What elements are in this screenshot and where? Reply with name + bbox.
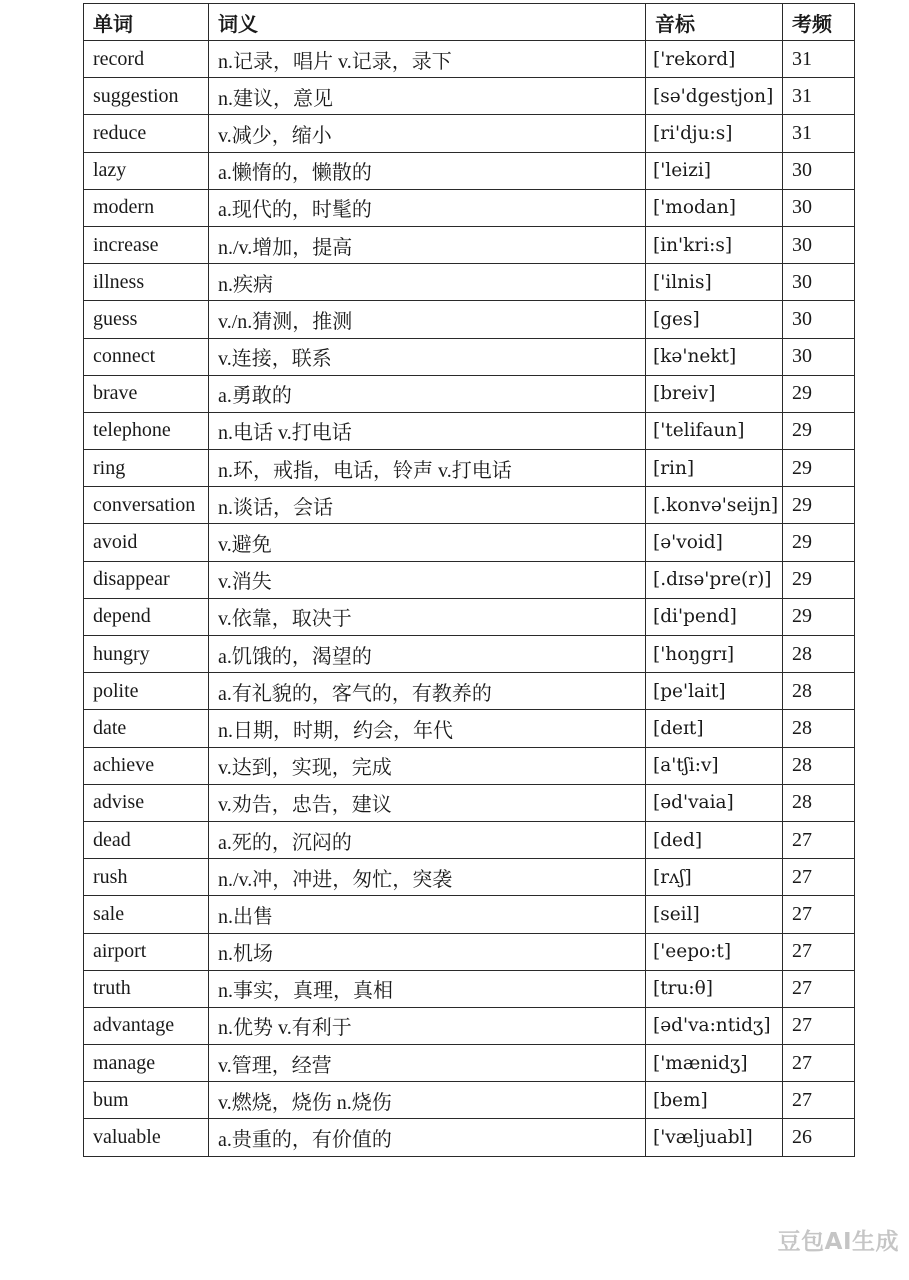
frequency-cell: 30: [783, 338, 855, 375]
meaning-cell: a.勇敢的: [209, 375, 646, 412]
table-row: [84, 896, 855, 933]
table-row: [84, 1007, 855, 1044]
word-cell: polite: [84, 673, 209, 710]
table-row: [84, 115, 855, 152]
table-row: [84, 598, 855, 635]
phonetic-cell: ['mænidʒ]: [646, 1045, 783, 1082]
frequency-cell: 27: [783, 933, 855, 970]
frequency-cell: 30: [783, 189, 855, 226]
phonetic-cell: [seil]: [646, 896, 783, 933]
phonetic-cell: [kə'nekt]: [646, 338, 783, 375]
table-row: [84, 1082, 855, 1119]
frequency-cell: 28: [783, 710, 855, 747]
vocabulary-table-container: [83, 3, 854, 1157]
header-frequency: 考频: [783, 4, 855, 41]
meaning-cell: n.机场: [209, 933, 646, 970]
meaning-cell: n.谈话，会话: [209, 487, 646, 524]
phonetic-cell: ['rekord]: [646, 41, 783, 78]
word-cell: airport: [84, 933, 209, 970]
table-row: [84, 78, 855, 115]
phonetic-cell: ['telifaun]: [646, 412, 783, 449]
meaning-cell: v.消失: [209, 561, 646, 598]
phonetic-cell: [.konvə'seijn]: [646, 487, 783, 524]
word-cell: telephone: [84, 412, 209, 449]
table-row: [84, 821, 855, 858]
word-cell: manage: [84, 1045, 209, 1082]
frequency-cell: 29: [783, 375, 855, 412]
meaning-cell: v.避免: [209, 524, 646, 561]
phonetic-cell: [ri'dju:s]: [646, 115, 783, 152]
meaning-cell: n./v.增加，提高: [209, 226, 646, 263]
watermark: 豆包AI生成: [777, 1229, 899, 1255]
frequency-cell: 28: [783, 784, 855, 821]
phonetic-cell: [ded]: [646, 821, 783, 858]
word-cell: advise: [84, 784, 209, 821]
table-row: [84, 561, 855, 598]
table-row: [84, 933, 855, 970]
word-cell: hungry: [84, 636, 209, 673]
table-row: [84, 487, 855, 524]
table-row: [84, 636, 855, 673]
table-row: [84, 970, 855, 1007]
frequency-cell: 29: [783, 524, 855, 561]
frequency-cell: 31: [783, 41, 855, 78]
meaning-cell: a.贵重的，有价值的: [209, 1119, 646, 1156]
frequency-cell: 31: [783, 115, 855, 152]
meaning-cell: n.出售: [209, 896, 646, 933]
table-row: [84, 41, 855, 78]
phonetic-cell: [di'pend]: [646, 598, 783, 635]
table-row: [84, 710, 855, 747]
header-meaning: 词义: [209, 4, 646, 41]
phonetic-cell: [.dɪsə'pre(r)]: [646, 561, 783, 598]
frequency-cell: 27: [783, 1082, 855, 1119]
table-row: [84, 152, 855, 189]
meaning-cell: n./v.冲，冲进，匆忙，突袭: [209, 859, 646, 896]
phonetic-cell: [əd'vaia]: [646, 784, 783, 821]
frequency-cell: 28: [783, 747, 855, 784]
table-row: [84, 673, 855, 710]
frequency-cell: 29: [783, 412, 855, 449]
phonetic-cell: [tru:θ]: [646, 970, 783, 1007]
phonetic-cell: ['leizi]: [646, 152, 783, 189]
word-cell: connect: [84, 338, 209, 375]
word-cell: dead: [84, 821, 209, 858]
meaning-cell: n.建议，意见: [209, 78, 646, 115]
table-row: [84, 375, 855, 412]
word-cell: sale: [84, 896, 209, 933]
frequency-cell: 31: [783, 78, 855, 115]
phonetic-cell: [in'kri:s]: [646, 226, 783, 263]
meaning-cell: v.依靠，取决于: [209, 598, 646, 635]
frequency-cell: 29: [783, 450, 855, 487]
meaning-cell: a.懒惰的，懒散的: [209, 152, 646, 189]
meaning-cell: v./n.猜测，推测: [209, 301, 646, 338]
vocabulary-table: [83, 3, 855, 1157]
word-cell: conversation: [84, 487, 209, 524]
meaning-cell: n.事实，真理，真相: [209, 970, 646, 1007]
meaning-cell: a.饥饿的，渴望的: [209, 636, 646, 673]
phonetic-cell: ['vælјuabl]: [646, 1119, 783, 1156]
frequency-cell: 30: [783, 226, 855, 263]
word-cell: advantage: [84, 1007, 209, 1044]
meaning-cell: a.死的，沉闷的: [209, 821, 646, 858]
word-cell: disappear: [84, 561, 209, 598]
meaning-cell: v.减少，缩小: [209, 115, 646, 152]
word-cell: record: [84, 41, 209, 78]
word-cell: valuable: [84, 1119, 209, 1156]
phonetic-cell: [deɪt]: [646, 710, 783, 747]
table-header-row: [84, 4, 855, 41]
table-row: [84, 747, 855, 784]
table-row: [84, 859, 855, 896]
frequency-cell: 26: [783, 1119, 855, 1156]
word-cell: lazy: [84, 152, 209, 189]
word-cell: depend: [84, 598, 209, 635]
table-row: [84, 784, 855, 821]
frequency-cell: 27: [783, 1045, 855, 1082]
frequency-cell: 27: [783, 859, 855, 896]
phonetic-cell: ['modan]: [646, 189, 783, 226]
word-cell: truth: [84, 970, 209, 1007]
phonetic-cell: ['ilnis]: [646, 264, 783, 301]
frequency-cell: 27: [783, 1007, 855, 1044]
word-cell: achieve: [84, 747, 209, 784]
phonetic-cell: [rʌʃ]: [646, 859, 783, 896]
frequency-cell: 29: [783, 487, 855, 524]
meaning-cell: n.日期，时期，约会，年代: [209, 710, 646, 747]
word-cell: rush: [84, 859, 209, 896]
meaning-cell: n.记录，唱片 v.记录，录下: [209, 41, 646, 78]
header-phonetic: 音标: [646, 4, 783, 41]
meaning-cell: n.疾病: [209, 264, 646, 301]
word-cell: bum: [84, 1082, 209, 1119]
phonetic-cell: ['hoŋgrɪ]: [646, 636, 783, 673]
phonetic-cell: [a'tʃi:v]: [646, 747, 783, 784]
meaning-cell: v.劝告，忠告，建议: [209, 784, 646, 821]
table-row: [84, 301, 855, 338]
word-cell: brave: [84, 375, 209, 412]
table-row: [84, 264, 855, 301]
frequency-cell: 30: [783, 152, 855, 189]
frequency-cell: 30: [783, 264, 855, 301]
table-row: [84, 450, 855, 487]
meaning-cell: a.现代的，时髦的: [209, 189, 646, 226]
frequency-cell: 30: [783, 301, 855, 338]
phonetic-cell: [əd'va:ntidʒ]: [646, 1007, 783, 1044]
meaning-cell: v.连接，联系: [209, 338, 646, 375]
phonetic-cell: [bem]: [646, 1082, 783, 1119]
phonetic-cell: [pe'lait]: [646, 673, 783, 710]
meaning-cell: n.环，戒指，电话，铃声 v.打电话: [209, 450, 646, 487]
frequency-cell: 29: [783, 598, 855, 635]
word-cell: reduce: [84, 115, 209, 152]
phonetic-cell: ['eepo:t]: [646, 933, 783, 970]
frequency-cell: 27: [783, 821, 855, 858]
frequency-cell: 28: [783, 673, 855, 710]
meaning-cell: v.达到，实现，完成: [209, 747, 646, 784]
phonetic-cell: [sə'dgestjon]: [646, 78, 783, 115]
frequency-cell: 27: [783, 896, 855, 933]
table-row: [84, 189, 855, 226]
table-row: [84, 412, 855, 449]
word-cell: avoid: [84, 524, 209, 561]
phonetic-cell: [ə'void]: [646, 524, 783, 561]
meaning-cell: n.电话 v.打电话: [209, 412, 646, 449]
phonetic-cell: [breiv]: [646, 375, 783, 412]
frequency-cell: 27: [783, 970, 855, 1007]
table-row: [84, 1045, 855, 1082]
word-cell: ring: [84, 450, 209, 487]
header-word: 单词: [84, 4, 209, 41]
table-row: [84, 524, 855, 561]
table-row: [84, 338, 855, 375]
table-row: [84, 226, 855, 263]
meaning-cell: v.管理，经营: [209, 1045, 646, 1082]
word-cell: increase: [84, 226, 209, 263]
table-row: [84, 1119, 855, 1156]
word-cell: illness: [84, 264, 209, 301]
word-cell: guess: [84, 301, 209, 338]
frequency-cell: 29: [783, 561, 855, 598]
meaning-cell: n.优势 v.有利于: [209, 1007, 646, 1044]
frequency-cell: 28: [783, 636, 855, 673]
phonetic-cell: [rin]: [646, 450, 783, 487]
meaning-cell: v.燃烧，烧伤 n.烧伤: [209, 1082, 646, 1119]
word-cell: suggestion: [84, 78, 209, 115]
phonetic-cell: [ges]: [646, 301, 783, 338]
word-cell: date: [84, 710, 209, 747]
word-cell: modern: [84, 189, 209, 226]
meaning-cell: a.有礼貌的，客气的，有教养的: [209, 673, 646, 710]
table-body: [84, 41, 855, 1157]
